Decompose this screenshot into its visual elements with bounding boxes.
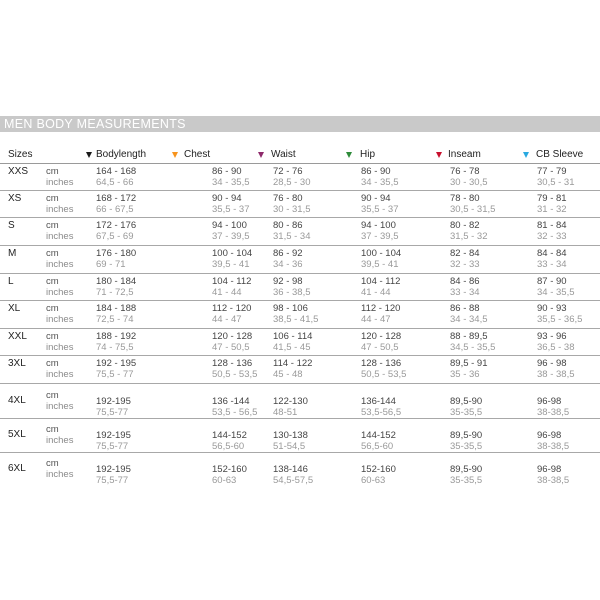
measurement-value: 96-98 (537, 396, 562, 407)
measurement-value: 67,5 - 69 (96, 231, 134, 242)
row-divider (0, 452, 600, 453)
measurement-value: 152-160 (212, 464, 247, 475)
measurement-value: 35 - 36 (450, 369, 480, 380)
measurement-value: 128 - 136 (212, 358, 253, 369)
measurement-value: 39,5 - 41 (361, 259, 399, 270)
measurement-value: 31 - 32 (537, 204, 567, 215)
measurement-value: 74 - 75,5 (96, 342, 134, 353)
row-divider (0, 217, 600, 218)
measurement-value: 77 - 79 (537, 166, 567, 177)
measurement-value: 33 - 34 (450, 287, 480, 298)
measurement-value: 86 - 90 (361, 166, 391, 177)
measurement-value: 34 - 35,5 (361, 177, 399, 188)
row-divider (0, 328, 600, 329)
size-label: S (8, 220, 15, 231)
measurement-value: 98 - 106 (273, 303, 308, 314)
size-label: XXL (8, 331, 27, 342)
measurement-value: 90 - 93 (537, 303, 567, 314)
measurement-value: 36 - 38,5 (273, 287, 311, 298)
size-label: M (8, 248, 17, 259)
measurement-value: 89,5-90 (450, 430, 483, 441)
unit-label: inches (46, 369, 74, 380)
column-header: Hip (360, 149, 376, 160)
measurement-value: 32 - 33 (450, 259, 480, 270)
measurement-value: 192-195 (96, 396, 131, 407)
unit-label: inches (46, 259, 74, 270)
row-divider (0, 245, 600, 246)
measurement-value: 112 - 120 (212, 303, 252, 314)
measurement-value: 54,5-57,5 (273, 475, 314, 486)
measurement-value: 96-98 (537, 464, 562, 475)
measurement-value: 114 - 122 (273, 358, 313, 369)
row-divider (0, 383, 600, 384)
measurement-value: 138-146 (273, 464, 308, 475)
measurement-value: 88 - 89,5 (450, 331, 488, 342)
header-divider (0, 163, 600, 164)
column-marker-icon (86, 152, 92, 158)
measurement-value: 176 - 180 (96, 248, 137, 259)
measurement-value: 33 - 34 (537, 259, 567, 270)
unit-label: cm (46, 276, 59, 287)
unit-label: cm (46, 331, 59, 342)
unit-label: inches (46, 314, 74, 325)
unit-label: inches (46, 204, 74, 215)
measurement-value: 36,5 - 38 (537, 342, 575, 353)
unit-label: inches (46, 469, 74, 480)
measurement-value: 47 - 50,5 (361, 342, 399, 353)
measurement-value: 122-130 (273, 396, 308, 407)
measurement-value: 87 - 90 (537, 276, 567, 287)
measurement-value: 56,5-60 (361, 441, 394, 452)
measurement-value: 69 - 71 (96, 259, 126, 270)
measurement-value: 94 - 100 (361, 220, 396, 231)
measurement-value: 152-160 (361, 464, 396, 475)
page-title: MEN BODY MEASUREMENTS (4, 117, 186, 131)
unit-label: inches (46, 342, 74, 353)
measurement-value: 188 - 192 (96, 331, 137, 342)
measurement-value: 76 - 80 (273, 193, 303, 204)
measurement-value: 71 - 72,5 (96, 287, 134, 298)
row-divider (0, 418, 600, 419)
measurement-value: 136-144 (361, 396, 396, 407)
column-header: CB Sleeve (536, 149, 584, 160)
measurement-value: 89,5-90 (450, 396, 483, 407)
unit-label: cm (46, 248, 59, 259)
column-marker-icon (346, 152, 352, 158)
measurement-value: 84 - 86 (450, 276, 480, 287)
measurement-value: 50,5 - 53,5 (212, 369, 258, 380)
measurement-value: 120 - 128 (361, 331, 402, 342)
column-marker-icon (523, 152, 529, 158)
measurement-value: 60-63 (361, 475, 386, 486)
measurement-value: 89,5 - 91 (450, 358, 488, 369)
measurement-value: 34,5 - 35,5 (450, 342, 496, 353)
measurement-value: 184 - 188 (96, 303, 137, 314)
column-marker-icon (258, 152, 264, 158)
measurement-value: 75,5-77 (96, 475, 129, 486)
measurement-value: 86 - 88 (450, 303, 480, 314)
unit-label: cm (46, 458, 59, 469)
measurement-value: 104 - 112 (212, 276, 252, 287)
column-header: Waist (271, 149, 296, 160)
measurement-value: 130-138 (273, 430, 308, 441)
unit-label: cm (46, 424, 59, 435)
measurement-value: 35-35,5 (450, 441, 483, 452)
row-divider (0, 190, 600, 191)
unit-label: cm (46, 193, 59, 204)
measurement-value: 72 - 76 (273, 166, 303, 177)
measurement-value: 35,5 - 37 (212, 204, 250, 215)
measurement-value: 192 - 195 (96, 358, 137, 369)
measurement-value: 32 - 33 (537, 231, 567, 242)
measurement-value: 86 - 92 (273, 248, 303, 259)
unit-label: inches (46, 401, 74, 412)
measurement-value: 41 - 44 (361, 287, 391, 298)
measurement-value: 75,5 - 77 (96, 369, 134, 380)
unit-label: cm (46, 303, 59, 314)
measurement-value: 35,5 - 36,5 (537, 314, 583, 325)
column-header: Inseam (448, 149, 481, 160)
row-divider (0, 273, 600, 274)
measurement-value: 78 - 80 (450, 193, 480, 204)
unit-label: cm (46, 220, 59, 231)
measurement-value: 72,5 - 74 (96, 314, 134, 325)
measurement-value: 94 - 100 (212, 220, 247, 231)
measurement-value: 35-35,5 (450, 475, 483, 486)
size-label: XS (8, 193, 22, 204)
size-label: 6XL (8, 463, 26, 474)
measurement-value: 144-152 (361, 430, 396, 441)
measurement-value: 30 - 30,5 (450, 177, 488, 188)
measurement-value: 90 - 94 (361, 193, 391, 204)
row-divider (0, 355, 600, 356)
measurement-value: 192-195 (96, 430, 131, 441)
measurement-value: 93 - 96 (537, 331, 567, 342)
size-label: 4XL (8, 395, 26, 406)
column-marker-icon (436, 152, 442, 158)
measurement-value: 64,5 - 66 (96, 177, 134, 188)
measurement-value: 144-152 (212, 430, 247, 441)
measurement-value: 104 - 112 (361, 276, 401, 287)
title-banner (0, 116, 600, 132)
measurement-value: 112 - 120 (361, 303, 401, 314)
size-label: XXS (8, 166, 29, 177)
size-label: 3XL (8, 358, 26, 369)
unit-label: cm (46, 166, 59, 177)
measurement-value: 48-51 (273, 407, 298, 418)
measurement-value: 30,5 - 31,5 (450, 204, 496, 215)
measurement-value: 76 - 78 (450, 166, 480, 177)
measurement-value: 38-38,5 (537, 441, 570, 452)
measurement-value: 96-98 (537, 430, 562, 441)
measurement-value: 38,5 - 41,5 (273, 314, 319, 325)
measurement-value: 60-63 (212, 475, 237, 486)
measurement-value: 35,5 - 37 (361, 204, 399, 215)
measurement-value: 31,5 - 34 (273, 231, 311, 242)
measurement-value: 35-35,5 (450, 407, 483, 418)
measurement-value: 100 - 104 (361, 248, 402, 259)
measurement-value: 75,5-77 (96, 407, 129, 418)
measurement-value: 34 - 36 (273, 259, 303, 270)
measurement-value: 172 - 176 (96, 220, 137, 231)
measurement-value: 34 - 35,5 (212, 177, 250, 188)
measurement-value: 45 - 48 (273, 369, 303, 380)
measurement-value: 44 - 47 (212, 314, 242, 325)
measurement-value: 39,5 - 41 (212, 259, 250, 270)
size-label: 5XL (8, 429, 26, 440)
measurement-value: 38 - 38,5 (537, 369, 575, 380)
measurement-value: 86 - 90 (212, 166, 242, 177)
measurement-value: 51-54,5 (273, 441, 306, 452)
column-header: Bodylength (96, 149, 147, 160)
measurement-value: 96 - 98 (537, 358, 567, 369)
measurement-value: 53,5-56,5 (361, 407, 402, 418)
measurement-value: 192-195 (96, 464, 131, 475)
measurement-value: 81 - 84 (537, 220, 567, 231)
measurement-value: 53,5 - 56,5 (212, 407, 258, 418)
measurement-value: 38-38,5 (537, 407, 570, 418)
measurement-value: 92 - 98 (273, 276, 303, 287)
measurement-value: 34 - 35,5 (537, 287, 575, 298)
measurement-value: 79 - 81 (537, 193, 567, 204)
table-header (0, 146, 600, 164)
measurement-value: 30,5 - 31 (537, 177, 575, 188)
measurement-value: 180 - 184 (96, 276, 137, 287)
measurement-value: 136 -144 (212, 396, 250, 407)
unit-label: cm (46, 358, 59, 369)
measurement-value: 41,5 - 45 (273, 342, 311, 353)
measurement-value: 44 - 47 (361, 314, 391, 325)
measurement-value: 80 - 86 (273, 220, 303, 231)
measurement-value: 80 - 82 (450, 220, 480, 231)
measurement-value: 90 - 94 (212, 193, 242, 204)
measurement-value: 56,5-60 (212, 441, 245, 452)
row-divider (0, 300, 600, 301)
size-label: L (8, 276, 14, 287)
measurement-value: 28,5 - 30 (273, 177, 311, 188)
measurement-value: 100 - 104 (212, 248, 253, 259)
measurement-value: 82 - 84 (450, 248, 480, 259)
measurement-value: 41 - 44 (212, 287, 242, 298)
column-marker-icon (172, 152, 178, 158)
unit-label: inches (46, 177, 74, 188)
measurement-value: 37 - 39,5 (212, 231, 250, 242)
measurement-value: 120 - 128 (212, 331, 253, 342)
measurement-value: 128 - 136 (361, 358, 402, 369)
measurement-value: 168 - 172 (96, 193, 137, 204)
measurement-value: 84 - 84 (537, 248, 567, 259)
measurement-value: 38-38,5 (537, 475, 570, 486)
measurement-value: 34 - 34,5 (450, 314, 488, 325)
measurement-value: 164 - 168 (96, 166, 137, 177)
measurement-value: 31,5 - 32 (450, 231, 488, 242)
column-header: Chest (184, 149, 211, 160)
measurement-value: 37 - 39,5 (361, 231, 399, 242)
measurement-value: 66 - 67,5 (96, 204, 134, 215)
unit-label: cm (46, 390, 59, 401)
measurement-value: 50,5 - 53,5 (361, 369, 407, 380)
size-label: XL (8, 303, 21, 314)
measurement-value: 47 - 50,5 (212, 342, 250, 353)
measurement-value: 89,5-90 (450, 464, 483, 475)
unit-label: inches (46, 231, 74, 242)
unit-label: inches (46, 435, 74, 446)
measurement-value: 30 - 31,5 (273, 204, 311, 215)
unit-label: inches (46, 287, 74, 298)
measurement-value: 75,5-77 (96, 441, 129, 452)
column-header: Sizes (8, 149, 33, 160)
measurement-value: 106 - 114 (273, 331, 313, 342)
